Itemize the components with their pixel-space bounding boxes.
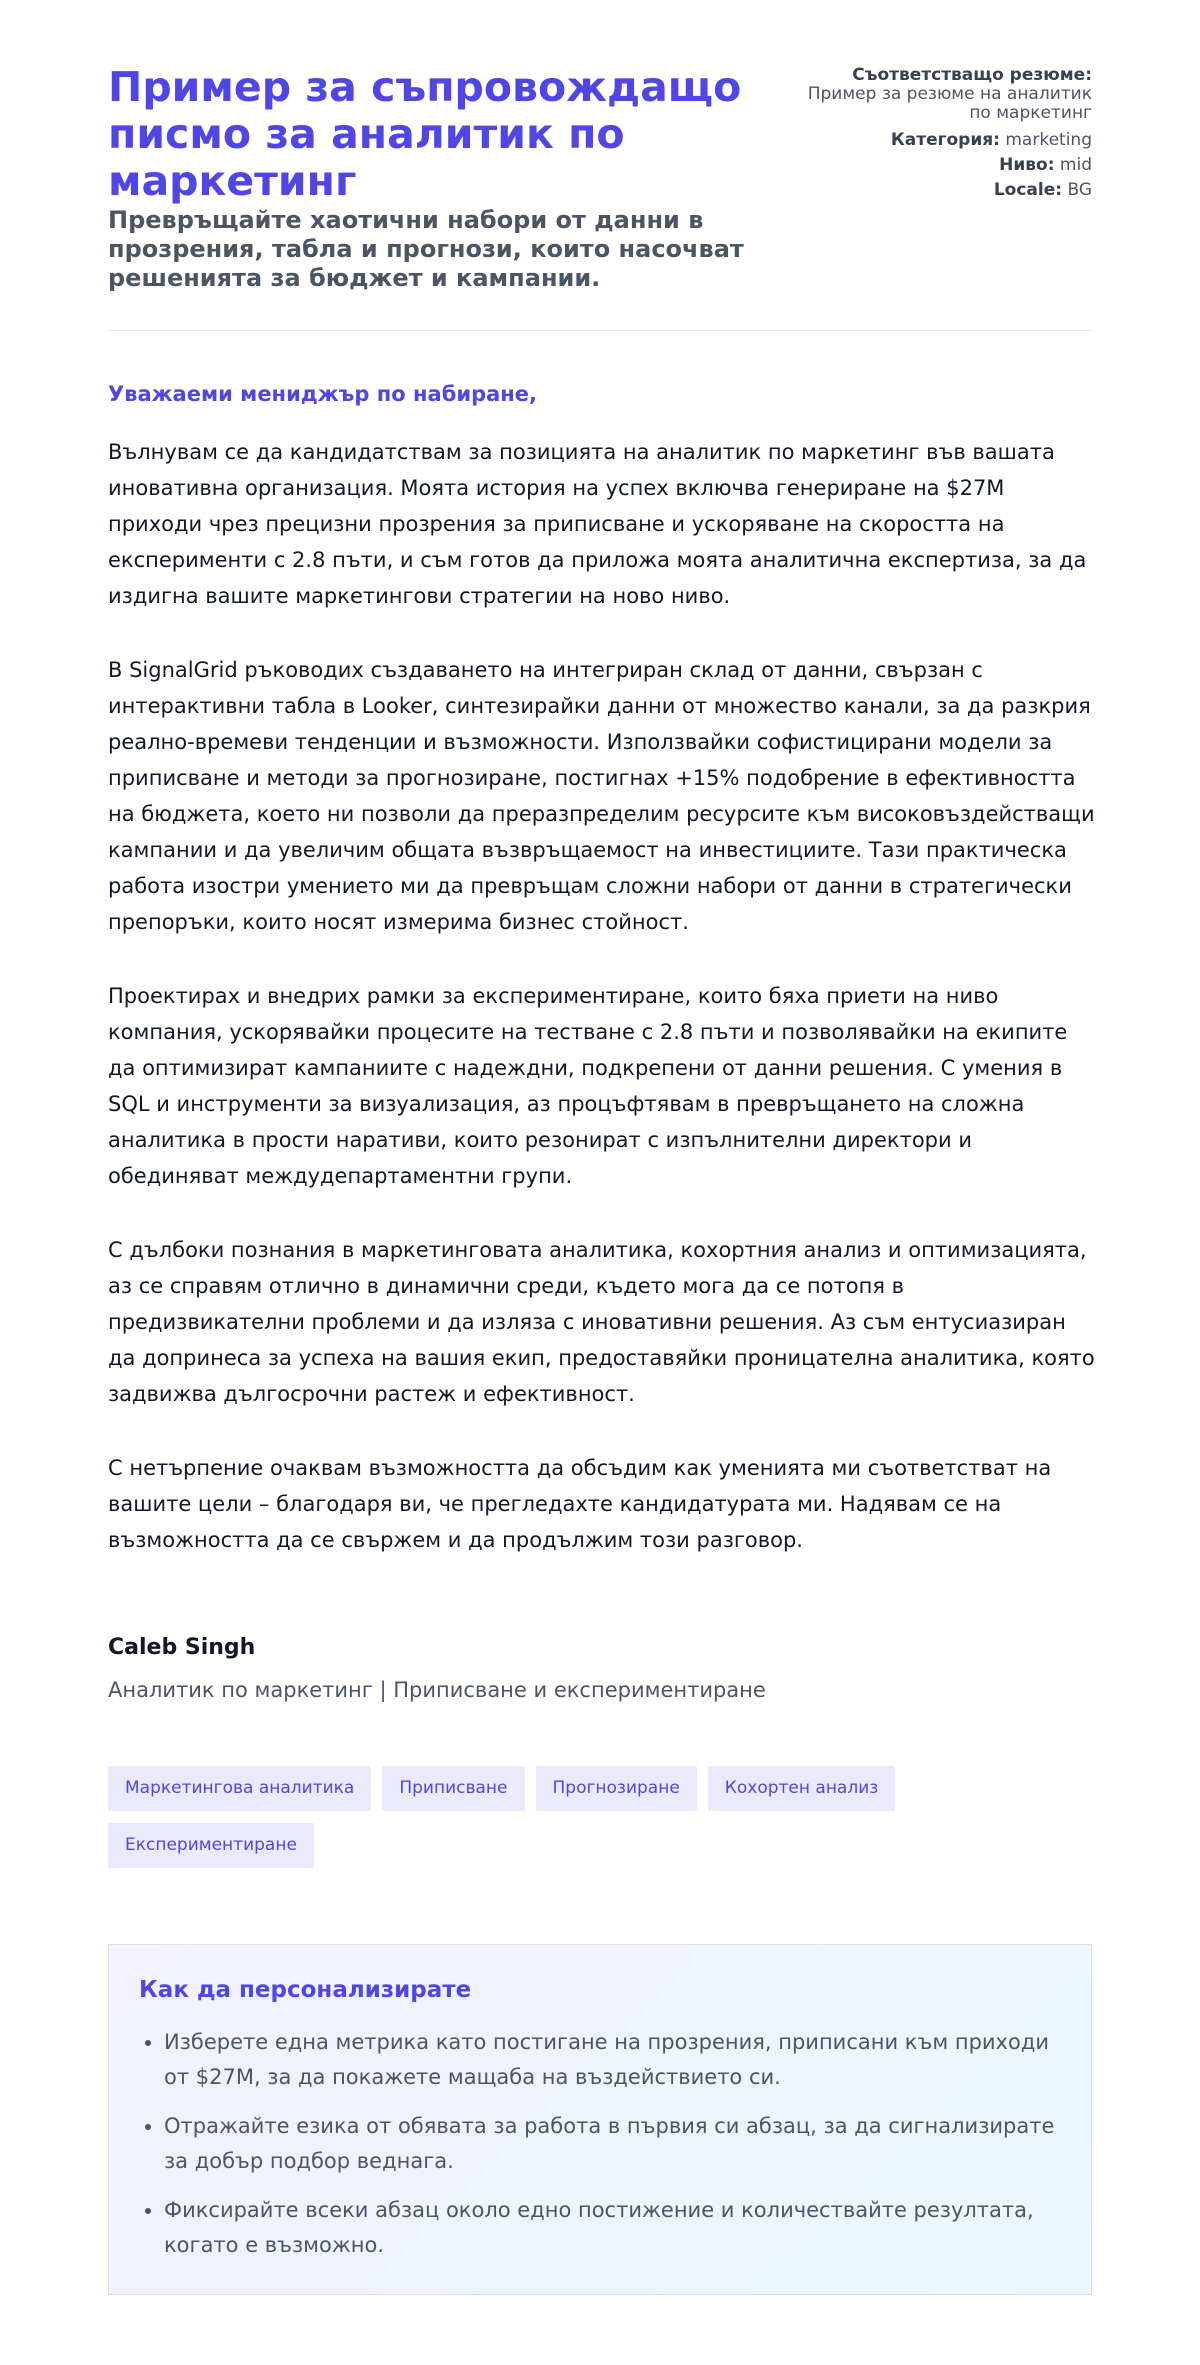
tip-item: • Изберете една метрика като постигане на прозрения, приписани към приходи от $27M, за да покажете мащаба на въздействието си.: [164, 2025, 1061, 2095]
page-title: Пример за съпровождащо писмо за аналитик по маркетинг: [108, 63, 742, 205]
letter-paragraph: С нетърпение очаквам възможността да обсъдим как уменията ми съответстват на вашите цели – благодаря ви, че прегледахте кандидатурата ми. Надявам се на възможността да се свържем и да продължим този разговор.: [108, 1456, 1052, 1552]
skill-tag: Приписване: [382, 1766, 524, 1811]
tip-item: • Отражайте езика от обявата за работа в първия си абзац, за да сигнализирате за добър подбор веднага.: [164, 2109, 1061, 2179]
letter-paragraph: Вълнувам се да кандидатствам за позицията на аналитик по маркетинг във вашата иновативна организация. Моята история на успех включва генериране на $27M приходи чрез прецизни прозрения за приписване и ускоряване на скоростта на експерименти с 2.8 пъти, и съм готов да приложа моята аналитична експертиза, за да издигна вашите маркетингови стратегии на ново ниво.: [108, 440, 1087, 608]
letter-paragraph: Проектирах и внедрих рамки за експериментиране, които бяха приети на ниво компания, ускорявайки процесите на тестване с 2.8 пъти и позволявайки на екипите да оптимизират кампаниите с надеждни, подкрепени от данни решения. С умения в SQL и инструменти за визуализация, аз процъфтявам в превръщането на сложна аналитика в прости наративи, които резонират с изпълнителни директори и обединяват междудепартаментни групи.: [108, 984, 1068, 1188]
meta-locale-label: Locale:: [993, 180, 1063, 200]
customization-tips-box: [108, 1944, 1092, 2295]
skill-tag: Експериментиране: [108, 1823, 314, 1868]
skill-tag: Маркетингова аналитика: [108, 1766, 371, 1811]
page-subtitle: Превръщайте хаотични набори от данни в прозрения, табла и прогнози, които насочват решенията за бюджет и кампании.: [108, 206, 744, 292]
meta-locale-value: BG: [1067, 180, 1092, 200]
meta-level: [792, 156, 1092, 175]
skill-tag: Прогнозиране: [536, 1766, 697, 1811]
letter-paragraph: В SignalGrid ръководих създаването на интегриран склад от данни, свързан с интерактивни табла в Looker, синтезирайки данни от множество канали, за да разкрия реално-времеви тенденции и възможности. Използвайки софистицирани модели за приписване и методи за прогнозиране, постигнах +15% подобрение в ефективността на бюджета, което ни позволи да преразпределим ресурсите към високовъздействащи кампании и да увеличим общата възвръщаемост на инвестициите. Тази практическа работа изостри умението ми да превръщам сложни набори от данни в стратегически препоръки, които носят измерима бизнес стойност.: [108, 658, 1095, 934]
letter-greeting: Уважаеми мениджър по набиране,: [108, 382, 538, 406]
meta-category-label: Категория:: [890, 130, 1000, 150]
signature-role: Аналитик по маркетинг | Приписване и експериментиране: [108, 1678, 766, 1702]
signature-name: Caleb Singh: [108, 1635, 256, 1660]
tips-list: [139, 2025, 1061, 2263]
skill-tag: Кохортен анализ: [708, 1766, 896, 1811]
letter-body: [108, 434, 1098, 1596]
meta-matching-resume: [792, 66, 1092, 123]
tip-item: • Фиксирайте всеки абзац около едно постижение и количествайте резултата, когато е възможно.: [164, 2193, 1061, 2263]
meta-category-value: marketing: [1005, 130, 1092, 150]
meta-resume-value: Пример за резюме на аналитик по маркетинг: [807, 84, 1092, 123]
meta-locale: [792, 181, 1092, 200]
letter-header: [108, 0, 1092, 331]
letter-paragraph: С дълбоки познания в маркетинговата аналитика, кохортния анализ и оптимизацията, аз се справям отлично в динамични среди, където мога да се потопя в предизвикателни проблеми и да изляза с иновативни решения. Аз съм ентусиазиран да допринеса за успеха на вашия екип, предоставяйки проницателна аналитика, която задвижва дългосрочни растеж и ефективност.: [108, 1238, 1095, 1406]
meta-resume-label: Съответстващо резюме:: [852, 65, 1092, 85]
tips-title: Как да персонализирате: [139, 1977, 472, 2003]
skill-tags: [108, 1766, 1098, 1880]
meta-panel: [792, 66, 1092, 206]
cover-letter-page: [108, 0, 1095, 2257]
meta-level-value: mid: [1059, 155, 1092, 175]
meta-category: [792, 131, 1092, 150]
meta-level-label: Ниво:: [999, 155, 1055, 175]
